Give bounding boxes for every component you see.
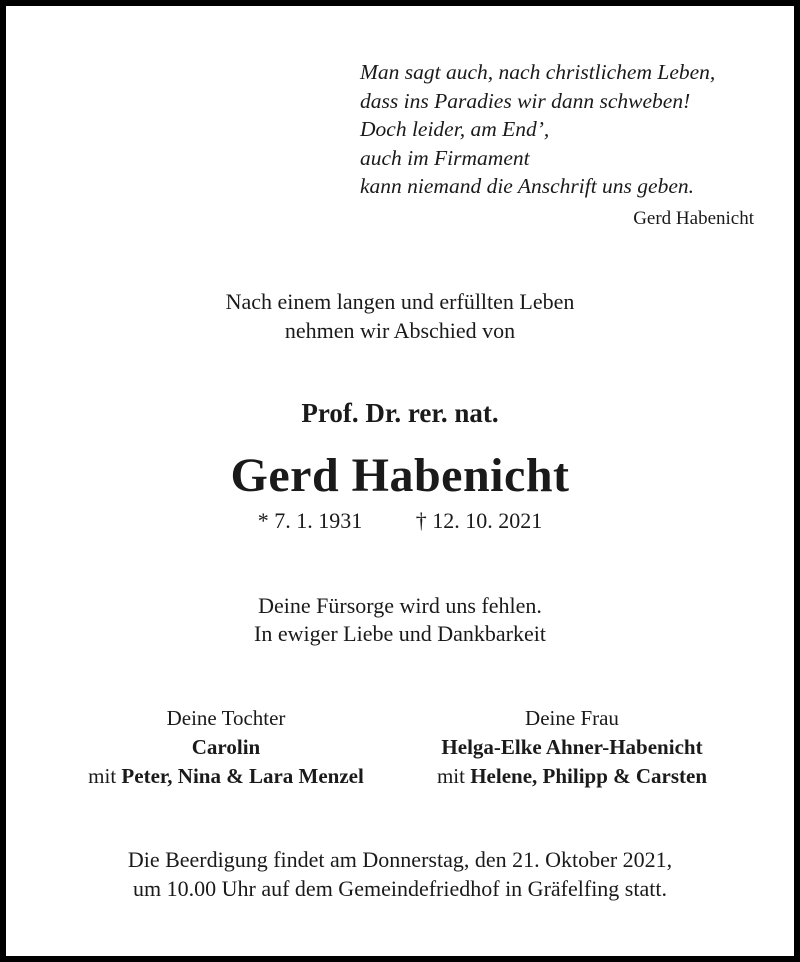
mourner-wife: [396, 704, 748, 791]
poem-line: kann niemand die Anschrift uns geben.: [360, 174, 694, 198]
birth-date: * 7. 1. 1931: [257, 508, 363, 533]
mourner-family: [58, 762, 394, 791]
farewell-line: In ewiger Liebe und Dankbarkeit: [254, 621, 546, 646]
death-date: † 12. 10. 2021: [415, 508, 543, 533]
mourner-daughter: [58, 704, 394, 791]
poem: [360, 58, 752, 201]
farewell-line: Deine Fürsorge wird uns fehlen.: [258, 593, 542, 618]
funeral-notice: [0, 845, 800, 903]
mourner-family: [396, 762, 748, 791]
poem-line: dass ins Paradies wir dann schweben!: [360, 88, 691, 113]
intro-line: nehmen wir Abschied von: [284, 318, 516, 343]
family-names: Peter, Nina & Lara Menzel: [121, 764, 364, 788]
poem-line: Doch leider, am End’,: [360, 117, 550, 141]
with-prefix: mit: [88, 764, 117, 788]
funeral-line: um 10.00 Uhr auf dem Gemeindefriedhof in Gräfelfing statt.: [133, 876, 667, 901]
mourner-name: Carolin: [191, 735, 261, 759]
mourner-name: Helga-Elke Ahner-Habenicht: [441, 735, 703, 759]
with-prefix: mit: [436, 764, 465, 788]
intro-line: Nach einem langen und erfüllten Leben: [225, 289, 575, 314]
life-dates: [0, 508, 800, 534]
poem-author: Gerd Habenicht: [633, 208, 754, 229]
intro-text: [0, 287, 800, 345]
mourner-relation: Deine Frau: [525, 706, 619, 730]
academic-title: Prof. Dr. rer. nat.: [301, 398, 499, 428]
deceased-name: Gerd Habenicht: [230, 449, 570, 502]
mourner-relation: Deine Tochter: [166, 706, 286, 730]
funeral-line: Die Beerdigung findet am Donnerstag, den 21. Oktober 2021,: [127, 847, 673, 872]
farewell-text: [0, 592, 800, 648]
poem-line: Man sagt auch, nach christlichem Leben,: [360, 60, 716, 84]
family-names: Helene, Philipp & Carsten: [470, 764, 708, 788]
poem-line: auch im Firmament: [360, 145, 530, 170]
